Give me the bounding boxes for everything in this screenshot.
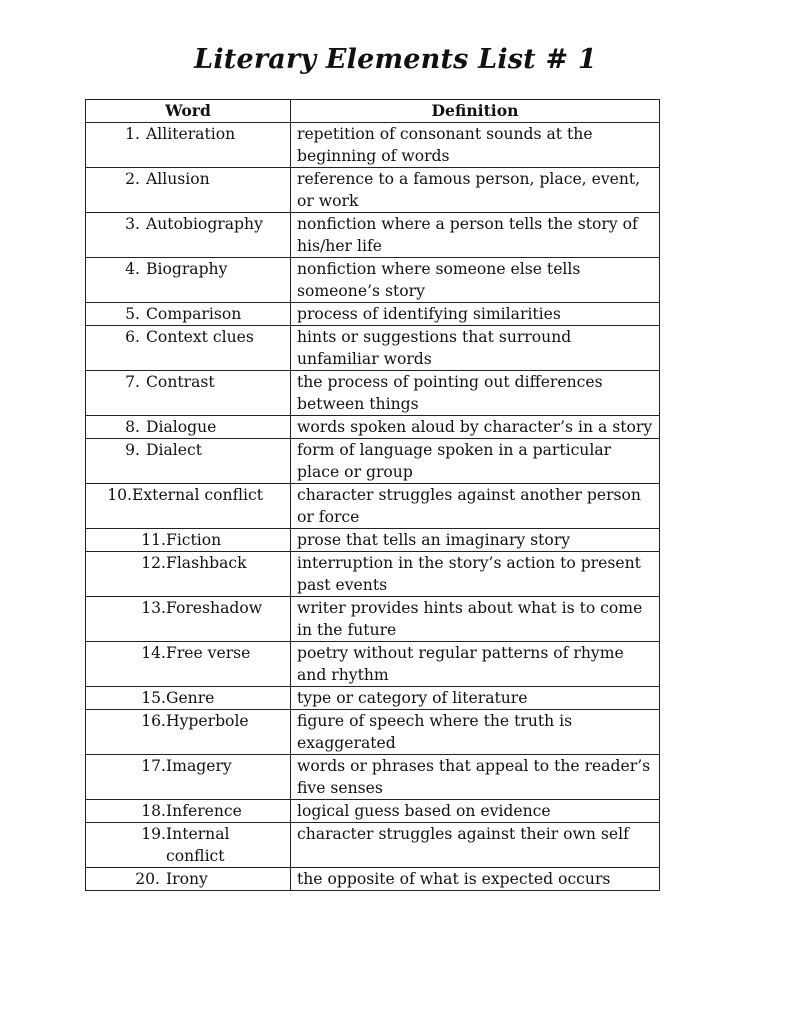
definition: writer provides hints about what is to come in the future <box>297 599 643 639</box>
definition-cell <box>291 258 660 303</box>
definition: prose that tells an imaginary story <box>297 531 571 549</box>
word-cell <box>86 597 291 642</box>
definition: process of identifying similarities <box>297 305 561 323</box>
table-row <box>86 687 660 710</box>
term-number: 19. <box>141 825 166 843</box>
definition-cell <box>291 371 660 416</box>
definition: the opposite of what is expected occurs <box>297 870 611 888</box>
term-number: 2. <box>125 170 140 188</box>
table-row <box>86 416 660 439</box>
term: Hyperbole <box>166 712 249 730</box>
term-number: 14. <box>141 644 166 662</box>
definition: hints or suggestions that surround unfamiliar words <box>297 328 572 368</box>
word-cell <box>86 823 291 868</box>
definition: nonfiction where a person tells the story of his/her life <box>297 215 638 255</box>
definition: figure of speech where the truth is exaggerated <box>297 712 573 752</box>
word-cell <box>86 800 291 823</box>
word-cell <box>86 755 291 800</box>
term-number: 11. <box>141 531 166 549</box>
term-number: 1. <box>125 125 140 143</box>
definition: poetry without regular patterns of rhyme and rhythm <box>297 644 624 684</box>
definition-cell <box>291 687 660 710</box>
term: Irony <box>166 870 208 888</box>
table-row <box>86 755 660 800</box>
definition-cell <box>291 303 660 326</box>
table-row <box>86 552 660 597</box>
definition: nonfiction where someone else tells someone’s story <box>297 260 581 300</box>
word-cell <box>86 168 291 213</box>
word-cell <box>86 123 291 168</box>
definition-cell <box>291 710 660 755</box>
table-row <box>86 642 660 687</box>
word-cell <box>86 371 291 416</box>
definition-cell <box>291 823 660 868</box>
definition: repetition of consonant sounds at the beginning of words <box>297 125 593 165</box>
definition-cell <box>291 868 660 891</box>
word-cell <box>86 687 291 710</box>
word-cell <box>86 642 291 687</box>
definition-cell <box>291 484 660 529</box>
definition-cell <box>291 800 660 823</box>
term-number: 8. <box>125 418 140 436</box>
term: Fiction <box>166 531 222 549</box>
page-title: Literary Elements List # 1 <box>194 44 597 75</box>
definition-cell <box>291 552 660 597</box>
definition-cell <box>291 123 660 168</box>
term: Foreshadow <box>166 599 263 617</box>
table-row <box>86 597 660 642</box>
definition-column-header: Definition <box>291 100 660 123</box>
term-number: 5. <box>125 305 140 323</box>
term: Inference <box>166 802 242 820</box>
term-number: 4. <box>125 260 140 278</box>
word-cell <box>86 484 291 529</box>
term: Flashback <box>166 554 247 572</box>
table-row <box>86 484 660 529</box>
table-row <box>86 326 660 371</box>
definition-cell <box>291 529 660 552</box>
definition-cell <box>291 642 660 687</box>
word-cell <box>86 303 291 326</box>
term-number: 18. <box>141 802 166 820</box>
term-number: 9. <box>125 441 140 459</box>
definition: logical guess based on evidence <box>297 802 551 820</box>
term: External conflict <box>132 486 263 504</box>
word-cell <box>86 552 291 597</box>
term: Alliteration <box>146 125 236 143</box>
term-number: 6. <box>125 328 140 346</box>
definition: words spoken aloud by character’s in a story <box>297 418 653 436</box>
word-cell <box>86 868 291 891</box>
term: Comparison <box>146 305 242 323</box>
definition-cell <box>291 597 660 642</box>
definition: character struggles against another person or force <box>297 486 641 526</box>
term: Free verse <box>166 644 251 662</box>
word-cell <box>86 326 291 371</box>
definition: type or category of literature <box>297 689 528 707</box>
word-column-header: Word <box>86 100 291 123</box>
definition: form of language spoken in a particular place or group <box>297 441 612 481</box>
term-number: 15. <box>141 689 166 707</box>
definition: words or phrases that appeal to the reader’s five senses <box>297 757 651 797</box>
table-header-row <box>86 100 660 123</box>
term-number: 3. <box>125 215 140 233</box>
word-cell <box>86 213 291 258</box>
definition: character struggles against their own self <box>297 825 629 843</box>
table-row <box>86 168 660 213</box>
term: Dialect <box>146 441 203 459</box>
word-cell <box>86 529 291 552</box>
term-number: 16. <box>141 712 166 730</box>
term: Internal conflict <box>166 825 230 865</box>
table-row <box>86 371 660 416</box>
literary-elements-table <box>85 99 660 891</box>
term-number: 20. <box>135 870 160 888</box>
table-row <box>86 439 660 484</box>
table-row <box>86 529 660 552</box>
term: Biography <box>146 260 228 278</box>
term: Genre <box>166 689 215 707</box>
table-row <box>86 823 660 868</box>
term: Contrast <box>146 373 215 391</box>
table-row <box>86 868 660 891</box>
term: Autobiography <box>146 215 263 233</box>
definition: interruption in the story’s action to present past events <box>297 554 641 594</box>
term: Dialogue <box>146 418 217 436</box>
term: Allusion <box>146 170 210 188</box>
definition: reference to a famous person, place, event, or work <box>297 170 641 210</box>
term: Context clues <box>146 328 254 346</box>
table-row <box>86 800 660 823</box>
term-number: 12. <box>141 554 166 572</box>
table-row <box>86 303 660 326</box>
definition-cell <box>291 326 660 371</box>
table-row <box>86 213 660 258</box>
definition-cell <box>291 213 660 258</box>
word-cell <box>86 258 291 303</box>
word-cell <box>86 439 291 484</box>
definition: the process of pointing out differences between things <box>297 373 603 413</box>
term-number: 10. <box>107 486 132 504</box>
table-row <box>86 123 660 168</box>
definition-cell <box>291 439 660 484</box>
term-number: 17. <box>141 757 166 775</box>
definition-cell <box>291 755 660 800</box>
definition-cell <box>291 168 660 213</box>
term-number: 7. <box>125 373 140 391</box>
table-row <box>86 710 660 755</box>
definition-cell <box>291 416 660 439</box>
word-cell <box>86 710 291 755</box>
term-number: 13. <box>141 599 166 617</box>
word-cell <box>86 416 291 439</box>
table-row <box>86 258 660 303</box>
term: Imagery <box>166 757 232 775</box>
